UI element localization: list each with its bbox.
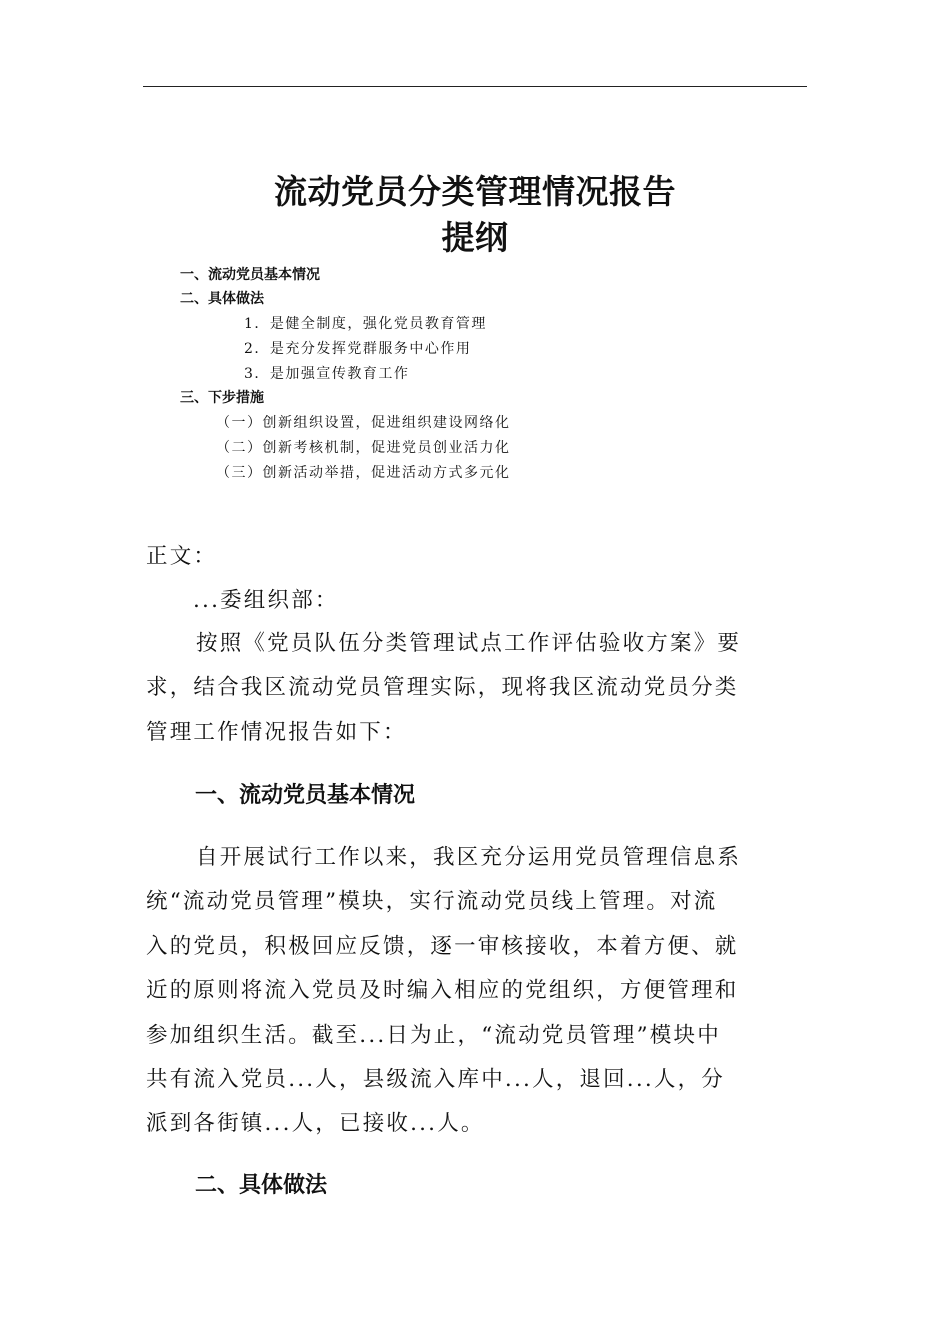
- paragraph-line: 按照《党员队伍分类管理试点工作评估验收方案》要: [196, 631, 742, 656]
- outline-item: 一、流动党员基本情况: [180, 267, 320, 283]
- outline-item: （二）创新考核机制，促进党员创业活力化: [216, 440, 511, 456]
- section-heading: 二、具体做法: [195, 1173, 328, 1198]
- body-label: 正文：: [146, 544, 218, 569]
- document-subtitle: 提纲: [441, 218, 509, 257]
- paragraph-line: 参加组织生活。截至...日为止，“流动党员管理”模块中: [146, 1022, 721, 1048]
- paragraph-line: 自开展试行工作以来，我区充分运用党员管理信息系: [196, 845, 742, 870]
- header-rule: [143, 86, 807, 87]
- salutation: ...委组织部：: [193, 588, 339, 613]
- intro-paragraph: [146, 622, 810, 755]
- paragraph-line: 近的原则将流入党员及时编入相应的党组织，方便管理和: [146, 978, 739, 1004]
- outline-item: 2．是充分发挥党群服务中心作用: [244, 341, 472, 357]
- outline-item: 3．是加强宣传教育工作: [244, 366, 410, 382]
- paragraph-line: 共有流入党员...人，县级流入库中...人，退回...人，分: [146, 1067, 726, 1093]
- document-title: 流动党员分类管理情况报告: [274, 172, 676, 211]
- paragraph-line: 入的党员，积极回应反馈，逐一审核接收，本着方便、就: [146, 933, 739, 959]
- paragraph-line: 统“流动党员管理”模块，实行流动党员线上管理。对流: [146, 889, 718, 915]
- outline-item: （三）创新活动举措，促进活动方式多元化: [216, 465, 511, 481]
- outline-item: 二、具体做法: [180, 291, 264, 307]
- outline-item: 1．是健全制度，强化党员教育管理: [244, 316, 487, 332]
- paragraph-line: 求，结合我区流动党员管理实际，现将我区流动党员分类: [146, 675, 739, 701]
- section1-paragraph: [146, 836, 810, 1147]
- section-heading: 一、流动党员基本情况: [195, 783, 416, 808]
- paragraph-line: 派到各街镇...人，已接收...人。: [146, 1111, 485, 1137]
- outline-item: （一）创新组织设置，促进组织建设网络化: [216, 415, 511, 431]
- outline-item: 三、下步措施: [180, 390, 264, 406]
- paragraph-line: 管理工作情况报告如下：: [146, 719, 407, 745]
